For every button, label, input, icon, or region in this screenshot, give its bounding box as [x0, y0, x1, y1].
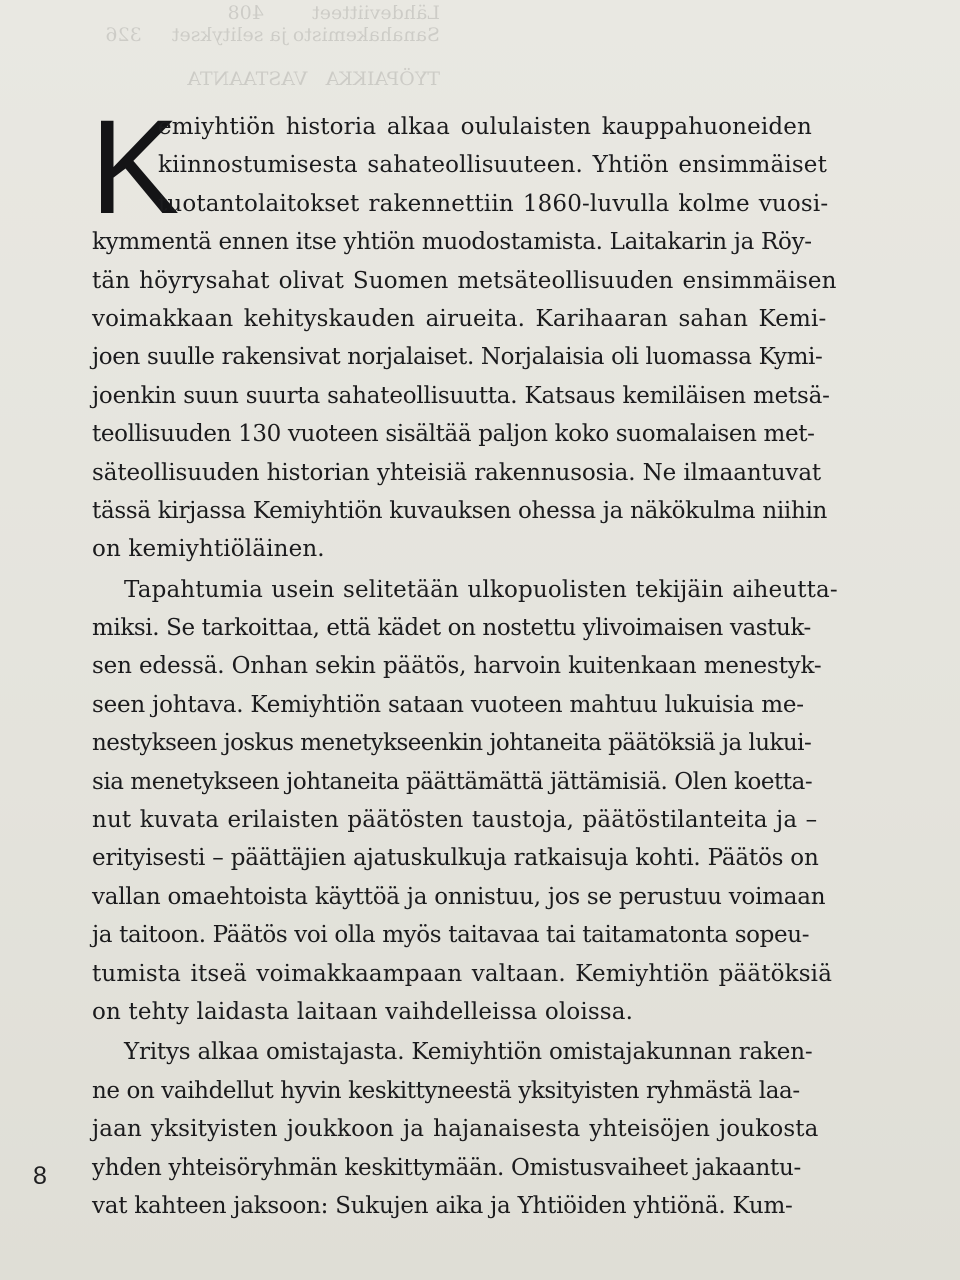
drop-cap: K — [90, 93, 180, 242]
text-line: on tehty laidasta laitaan vaihdelleissa oloissa. — [92, 998, 634, 1025]
text-line: miksi. Se tarkoittaa, että kädet on nostettu ylivoimaisen vastuk- — [92, 615, 811, 642]
text-line: tumista itseä voimakkaampaan valtaan. Kemiyhtiön päätöksiä — [92, 960, 833, 987]
text-line: nut kuvata erilaisten päätösten taustoja, päätöstilanteita ja – — [92, 807, 818, 834]
body-text — [90, 93, 932, 1225]
text-line: erityisesti – päättäjien ajatuskulkuja ratkaisuja kohti. Päätös on — [92, 845, 819, 872]
text-line: teollisuuden 130 vuoteen sisältää paljon koko suomalaisen met- — [92, 421, 815, 448]
text-line: ja taitoon. Päätös voi olla myös taitavaa tai taitamatonta sopeu- — [92, 922, 810, 949]
text-line: vat kahteen jaksoon: Sukujen aika ja Yhtiöiden yhtiönä. Kum- — [92, 1192, 793, 1219]
text-line: tässä kirjassa Kemiyhtiön kuvauksen ohessa ja näkökulma niihin — [92, 497, 828, 524]
text-line: nestykseen joskus menetykseenkin johtaneita päätöksiä ja lukui- — [92, 730, 812, 757]
text-line: säteollisuuden historian yhteisiä rakennusosia. Ne ilmaantuvat — [92, 459, 822, 486]
text-line: emiyhtiön historia alkaa oululaisten kauppahuoneiden — [158, 114, 812, 140]
text-line: ne on vaihdellut hyvin keskittyneestä yksityisten ryhmästä laa- — [92, 1077, 800, 1104]
text-line: joenkin suun suurta sahateollisuutta. Katsaus kemiläisen metsä- — [92, 382, 830, 409]
text-line: voimakkaan kehityskauden airueita. Karihaaran sahan Kemi- — [92, 305, 827, 332]
page-number: 8 — [33, 1162, 47, 1190]
text-line: jaan yksityisten joukkoon ja hajanaisesta yhteisöjen joukosta — [92, 1116, 819, 1143]
text-line: kymmentä ennen itse yhtiön muodostamista. Laitakarin ja Röy- — [92, 229, 812, 256]
text-line: Yritys alkaa omistajasta. Kemiyhtiön omistajakunnan raken- — [124, 1039, 813, 1066]
text-line: vallan omaehtoista käyttöä ja onnistuu, jos se perustuu voimaan — [92, 883, 826, 910]
text-line: yhden yhteisöryhmän keskittymään. Omistusvaiheet jakaantu- — [92, 1154, 801, 1181]
text-line: sia menetykseen johtaneita päättämättä jättämisiä. Olen koetta- — [92, 768, 813, 795]
text-line: kiinnostumisesta sahateollisuuteen. Yhtiön ensimmäiset — [158, 152, 827, 179]
text-line: on kemiyhtiöläinen. — [92, 536, 325, 563]
bleed-through-text: Lähdeviitteet 408 Sanahakemisto ja selitykset 326 TYÖPAIKKA VASTAANTA — [105, 2, 440, 90]
text-line: tän höyrysahat olivat Suomen metsäteollisuuden ensimmäisen — [92, 267, 837, 294]
text-line: joen suulle rakensivat norjalaiset. Norjalaisia oli luomassa Kymi- — [92, 344, 823, 371]
text-line: sen edessä. Onhan sekin päätös, harvoin kuitenkaan menestyk- — [92, 653, 822, 680]
text-line: Tapahtumia usein selitetään ulkopuolisten tekijäin aiheutta- — [124, 576, 838, 603]
text-line: tuotantolaitokset rakennettiin 1860-luvulla kolme vuosi- — [158, 190, 829, 217]
text-line: seen johtava. Kemiyhtiön sataan vuoteen mahtuu lukuisia me- — [92, 691, 804, 718]
